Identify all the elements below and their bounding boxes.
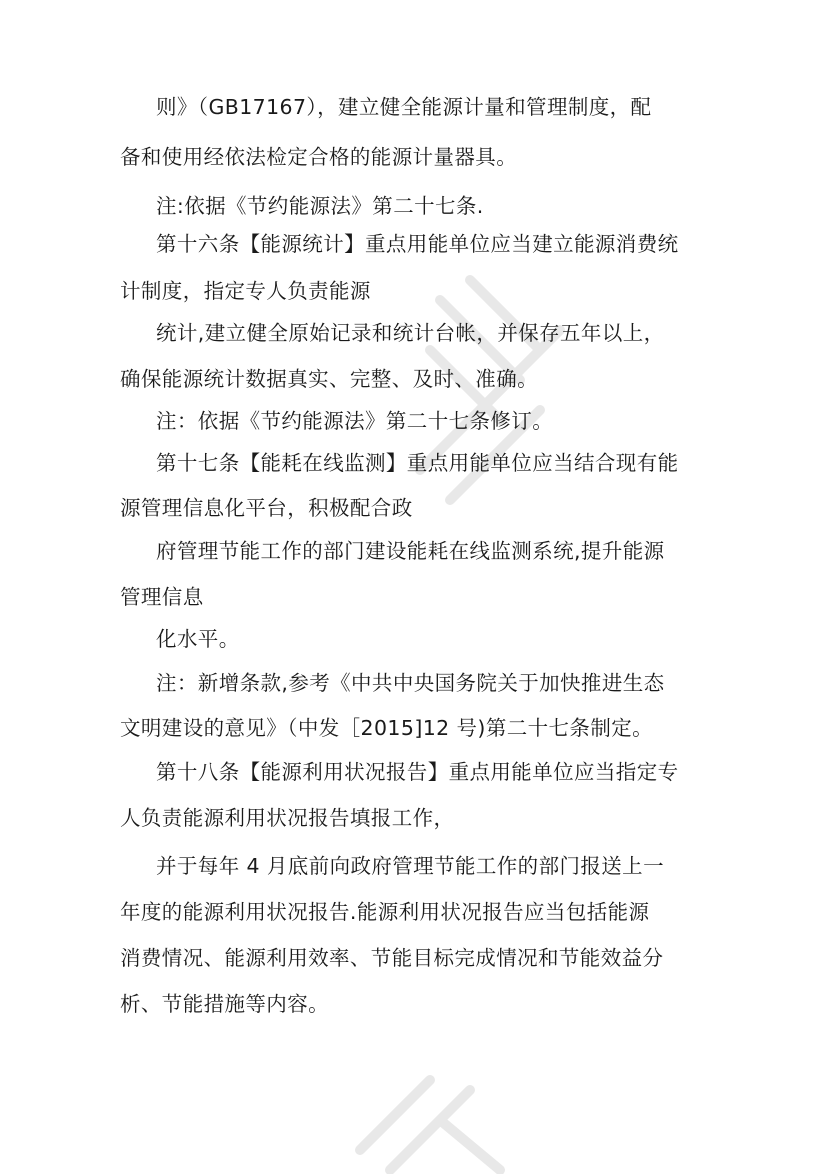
- text-line: 注：依据《节约能源法》第二十七条修订。: [156, 409, 554, 433]
- text-line: 第十八条【能源利用状况报告】重点用能单位应当指定专: [156, 760, 679, 784]
- text-line: 统计,建立健全原始记录和统计台帐，并保存五年以上，: [156, 321, 665, 345]
- text-line: 注:依据《节约能源法》第二十七条.: [156, 194, 484, 218]
- text-line: 文明建设的意见》（中发［2015]12 号)第二十七条制定。: [120, 716, 654, 740]
- text-line: 年度的能源利用状况报告.能源利用状况报告应当包括能源: [120, 900, 650, 924]
- text-line: 备和使用经依法检定合格的能源计量器具。: [120, 145, 518, 169]
- text-line: 则》（GB17167），建立健全能源计量和管理制度，配: [156, 95, 652, 119]
- text-line: 第十六条【能源统计】重点用能单位应当建立能源消费统: [156, 232, 679, 256]
- text-line: 注：新增条款,参考《中共中央国务院关于加快推进生态: [156, 671, 665, 695]
- text-line: 第十七条【能耗在线监测】重点用能单位应当结合现有能: [156, 451, 679, 475]
- text-line: 化水平。: [156, 627, 240, 651]
- text-line: 源管理信息化平台，积极配合政: [120, 496, 413, 520]
- text-line: 析、节能措施等内容。: [120, 992, 329, 1016]
- text-line: 府管理节能工作的部门建设能耗在线监测系统,提升能源: [156, 539, 665, 563]
- text-line: 管理信息: [120, 585, 204, 609]
- text-line: 消费情况、能源利用效率、节能目标完成情况和节能效益分: [120, 946, 664, 970]
- text-line: 并于每年 4 月底前向政府管理节能工作的部门报送上一: [156, 854, 664, 878]
- text-line: 人负责能源利用状况报告填报工作，: [120, 806, 455, 830]
- text-line: 计制度，指定专人负责能源: [120, 279, 371, 303]
- text-line: 确保能源统计数据真实、完整、及时、准确。: [120, 367, 538, 391]
